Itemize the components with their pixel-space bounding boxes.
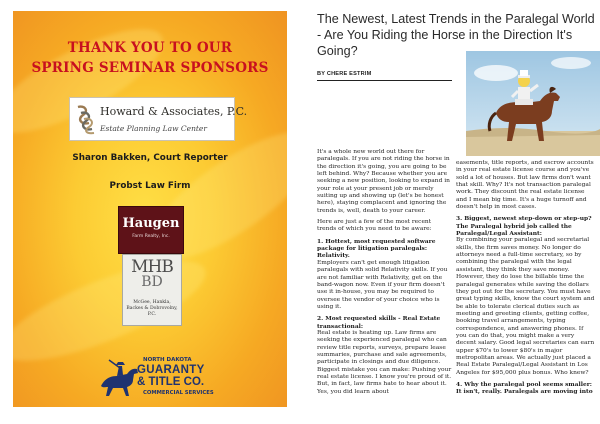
article-page [300, 0, 600, 424]
sponsors-heading [13, 38, 287, 78]
mhb-logo [122, 254, 182, 326]
paragraph: easements, title reports, and escrow accounts in your real estate license course and you've sold a lot of houses. But law firms don't want that skill. Why? It's not transaction paralegal work. They discount the real estate license and I mean big time. It's a huge turnoff and doesn't help in most cases. [456, 160, 594, 211]
paragraph: It's a whole new world out there for paralegals. If you are not riding the horse in the direction it's going, you are going to be left behind. Why? Because whether you are seeking a new position, looking to expand in your role at your present job or merely suiting up and showing up (let's be honest here), staying complacent and ignoring the trends is, well, death to your career. [317, 149, 450, 214]
article-column-2 [456, 160, 595, 396]
paragraph: By combining your paralegal and secretarial skills, the firm saves money. No longer do attorneys need a full-time secretary, so by combining the paralegal with the legal assistant, they think they save money. However, they do lose the billable time the paralegal generates while saving the dollars they put out for the secretary. You must have great typing skills, know the court system and be able to tolerate clerical duties such as meeting and greeting clients, getting coffee, booking travel arrangements, typing correspondence, and answering phones. If you can do that, you might make a very decent salary. Good legal secretaries can earn upper $70's to lower $80's in major metropolitan areas. We actually just placed a Real Estate Paralegal/Legal Assistant in Los Angeles for $95,000 plus bonus. Who knew? [456, 237, 595, 376]
section-heading: 2. Most requested skills - Real Estate transactional: [317, 315, 441, 330]
article-byline: BY CHERE ESTRIM [317, 71, 372, 77]
howard-name: Howard & Associates, P.C. [100, 105, 248, 118]
ndg-state: NORTH DAKOTA [143, 357, 192, 363]
mhb-firm-line2: Backes & Dobrovolny, P.C. [126, 306, 178, 317]
ndg-guaranty: GUARANTY [137, 364, 205, 376]
mhb-monogram-lower: BD [141, 274, 163, 290]
paragraph: Real estate is heating up. Law firms are seeking the experienced paralegal who can review title reports, surveys, prepare lease summaries, purchase and sale agreements, participate in closings and due diligence. Biggest mistake you can make: Pushing your real estate license. I know you're proud of it. But, in fact, law firms hate to hear about it. Yes, you did learn about [317, 329, 452, 395]
section-heading: 4. Why the paralegal pool seems smaller: It isn't, really. Paralegals are moving into [456, 380, 593, 396]
ndg-commercial: COMMERCIAL SERVICES [143, 390, 214, 396]
mhb-monogram: MHB [131, 257, 173, 277]
sponsors-heading-line2: SPRING SEMINAR SPONSORS [31, 60, 269, 76]
mhb-firm-name [125, 300, 179, 318]
sponsor-bakken: Sharon Bakken, Court Reporter [72, 153, 228, 163]
article-column-1 [317, 149, 452, 400]
section-heading: 3. Biggest, newest step-down or step-up? The Paralegal hybrid job called the Paralegal/Legal Assistant: [456, 215, 592, 238]
stacked-h-ribbon-icon [75, 103, 97, 135]
howard-subtitle: Estate Planning Law Center [100, 124, 207, 133]
haugen-logo [119, 207, 183, 253]
section-heading: 1. Hottest, most requested software package for litigation paralegals: Relativity. [317, 237, 436, 260]
sponsors-page [13, 11, 287, 407]
ndg-title-co: & TITLE CO. [137, 376, 205, 388]
paragraph: Here are just a few of the most recent trends of which you need to be aware: [317, 219, 432, 233]
paragraph: Employers can't get enough litigation paralegals with solid Relativity skills. If you are not familiar with Relativity, get on the band-wagon now. Even if your firm doesn't use it in-house, you may be required to oversee the vendor of your choice who is using it. [317, 259, 448, 310]
sponsors-heading-line1: THANK YOU TO OUR [67, 40, 233, 56]
haugen-name: Haugen [122, 216, 180, 231]
article-title: The Newest, Latest Trends in the Paralegal World - Are You Riding the Horse in the Direction It's Going? [317, 12, 595, 58]
cowboy-horse-icon [97, 356, 141, 400]
sponsor-probst: Probst Law Firm [109, 181, 191, 191]
haugen-subtitle: Farm Realty, Inc. [132, 234, 170, 239]
howard-associates-logo [69, 97, 248, 141]
lego-horse-rider-icon [466, 51, 600, 156]
nd-guaranty-logo [97, 356, 223, 401]
mhb-firm-line1: McGee, Hankla, [133, 300, 171, 305]
byline-rule [317, 80, 452, 81]
